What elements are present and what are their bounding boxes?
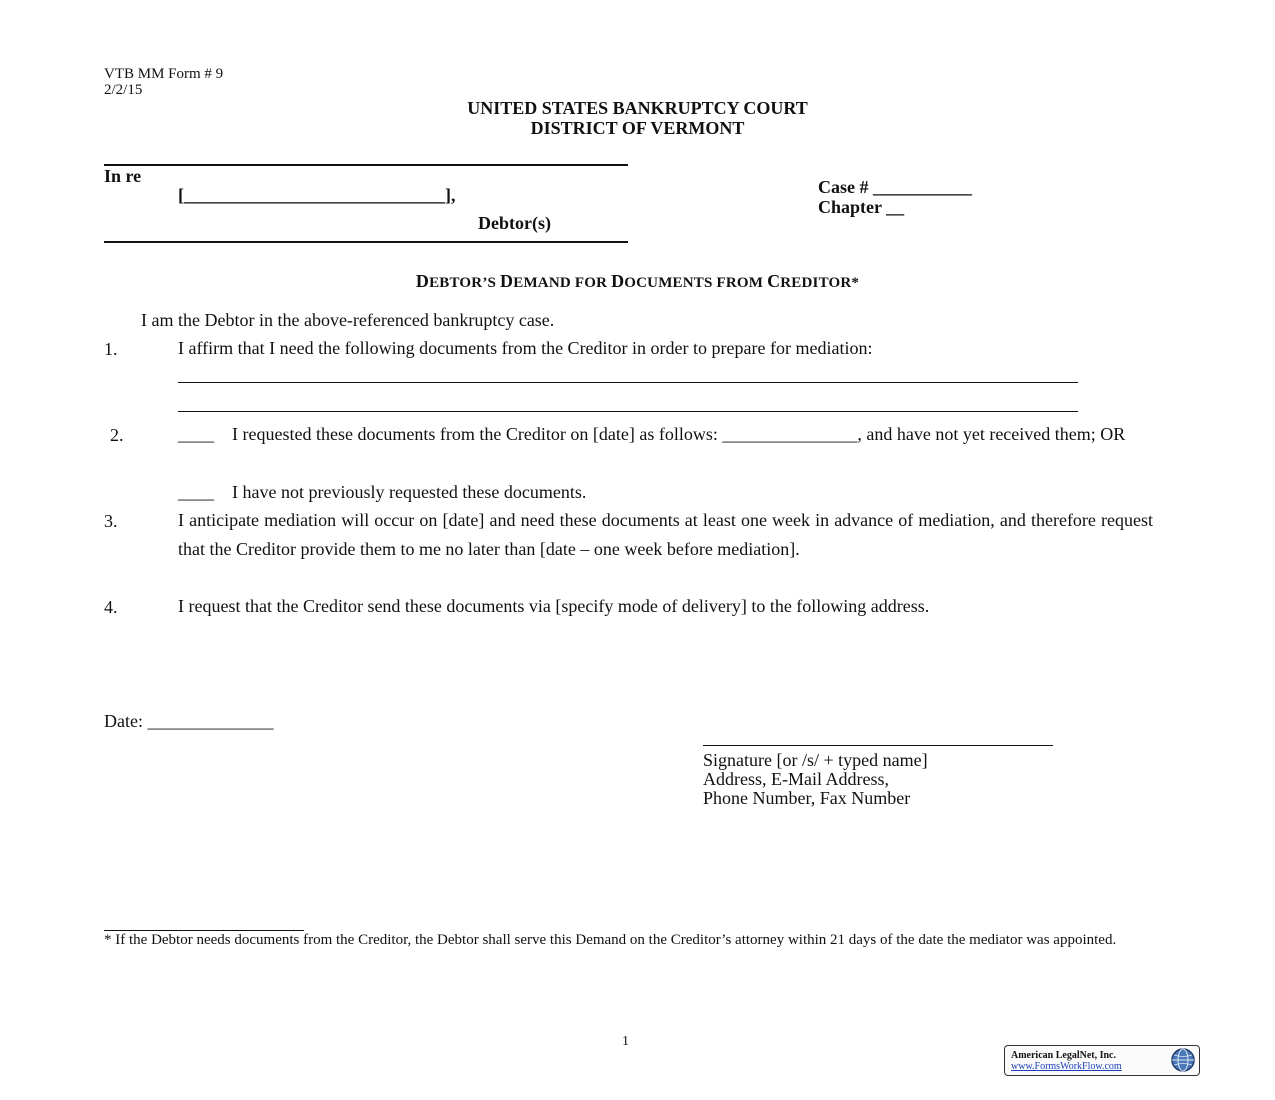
item-3-text: I anticipate mediation will occur on [date] and need these documents at least one week in advance of mediation, and therefore request that the Creditor provide them to me no later than [date – one week before mediation].: [178, 510, 1153, 559]
item-2-text: I requested these documents from the Creditor on [date] as follows: _______________, and have not yet received them; OR: [232, 424, 1126, 444]
forms-workflow-logo[interactable]: [1004, 1045, 1200, 1076]
signature-phone: Phone Number, Fax Number: [703, 788, 911, 808]
document-blank-line-2: [178, 411, 1078, 412]
logo-company-name: American LegalNet, Inc.: [1011, 1050, 1116, 1061]
case-number: Case # ___________: [818, 177, 972, 197]
caption-bottom-rule: [104, 241, 628, 243]
item-2-alternative: [178, 482, 586, 503]
debtor-name-blank: [_____________________________],: [178, 185, 456, 205]
item-2-number: 2.: [110, 425, 124, 445]
logo-url-link[interactable]: www.FormsWorkFlow.com: [1011, 1061, 1122, 1072]
item-3-number: 3.: [104, 511, 118, 531]
item-4-number: 4.: [104, 597, 118, 617]
document-title: DEBTOR’S DEMAND FOR DOCUMENTS FROM CREDITOR*: [415, 271, 860, 291]
signature-line: [703, 745, 1053, 746]
item-1-number: 1.: [104, 339, 118, 359]
footnote-rule: [104, 930, 304, 931]
caption-top-rule: [104, 164, 628, 166]
court-name: UNITED STATES BANKRUPTCY COURT: [467, 98, 808, 118]
page-number: 1: [622, 1034, 629, 1049]
form-date: 2/2/15: [104, 82, 143, 98]
court-district: DISTRICT OF VERMONT: [530, 118, 745, 138]
globe-icon: [1170, 1047, 1196, 1073]
item-4-text: I request that the Creditor send these documents via [specify mode of delivery] to the following address.: [178, 596, 930, 616]
signature-address: Address, E-Mail Address,: [703, 769, 889, 789]
intro-statement: I am the Debtor in the above-referenced bankruptcy case.: [141, 310, 555, 330]
item-2-checkbox-blank: ____: [178, 424, 214, 444]
document-blank-line-1: [178, 382, 1078, 383]
item-2-alt-checkbox-blank: ____: [178, 482, 214, 502]
in-re-label: In re: [104, 166, 142, 186]
footnote-text: * If the Debtor needs documents from the Creditor, the Debtor shall serve this Demand on the Creditor’s attorney within 21 days of the date the mediator was appointed.: [104, 932, 1117, 948]
item-1-text: I affirm that I need the following documents from the Creditor in order to prepare for mediation:: [178, 338, 873, 358]
form-id: VTB MM Form # 9: [104, 66, 224, 82]
item-2-paragraph: [178, 420, 1153, 449]
chapter-number: Chapter __: [818, 197, 905, 217]
date-line: Date: ______________: [104, 711, 274, 731]
item-2-alt-text: I have not previously requested these documents.: [232, 482, 587, 502]
debtor-label: Debtor(s): [478, 213, 551, 233]
signature-label: Signature [or /s/ + typed name]: [703, 750, 928, 770]
